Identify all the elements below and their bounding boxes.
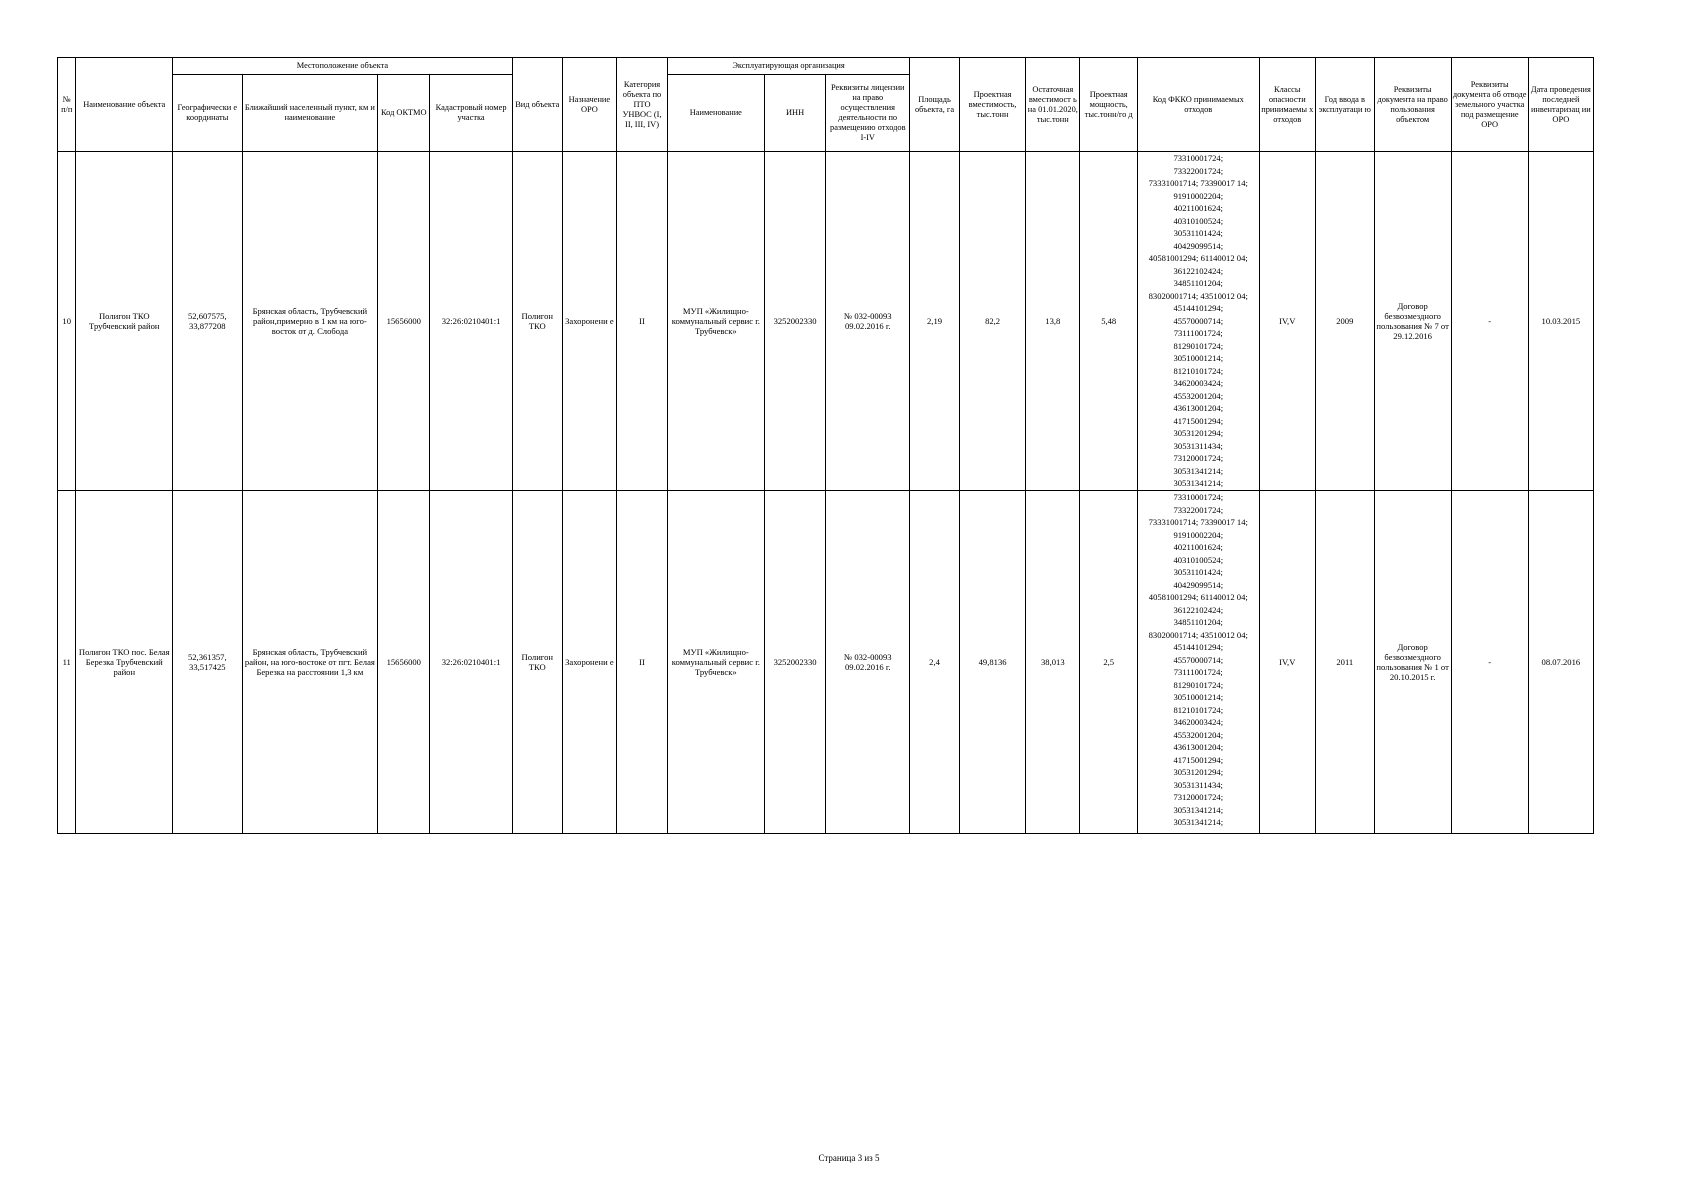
cell-purpose: Захоронени е [562,152,616,491]
col-header-fkko: Код ФККО принимаемых отходов [1137,58,1259,152]
col-header-land-doc: Реквизиты документа об отводе земельного участка под размещение ОРО [1451,58,1528,152]
col-header-type: Вид объекта [512,58,562,152]
cell-category: II [617,491,668,834]
fkko-code: 36122102424; [1173,265,1224,276]
fkko-code: 45570000714; [1173,315,1224,326]
fkko-code: 81210101724; [1173,365,1224,376]
cell-op-name: МУП «Жилищно-коммунальный сервис г. Трубчевск» [668,152,765,491]
table-row [58,152,1594,491]
cell-capacity: 82,2 [959,152,1025,491]
cell-year: 2011 [1315,491,1374,834]
cell-inventory: 08.07.2016 [1528,491,1593,834]
col-group-operator: Эксплуатирующая организация [668,58,910,75]
cell-use-doc: Договор безвозмездного пользования № 1 от 20.10.2015 г. [1374,491,1451,834]
page-number: Страница 3 из 5 [818,1153,880,1163]
fkko-code: 40429099514; [1173,240,1224,251]
cell-inn: 3252002330 [764,491,826,834]
fkko-code: 40581001294; 61140012 04; [1148,592,1248,602]
fkko-code: 73331001714; 73390017 14; [1148,517,1248,527]
cell-license: № 032-00093 09.02.2016 г. [826,152,910,491]
fkko-code: 83020001714; 43510012 04; [1148,290,1248,301]
fkko-code: 91910002204; [1173,529,1224,540]
cell-nearest: Брянская область, Трубчевский район, на юго-востоке от пгт. Белая Березка на расстоянии 1,3 км [242,491,378,834]
cell-area: 2,4 [910,491,960,834]
fkko-code: 40429099514; [1173,579,1224,590]
col-header-area: Площадь объекта, га [910,58,960,152]
cell-capacity: 49,8136 [959,491,1025,834]
col-header-capacity: Проектная вместимость, тыс.тонн [959,58,1025,152]
fkko-code: 81210101724; [1173,704,1224,715]
fkko-code: 30531341214; [1173,817,1224,827]
cell-license: № 032-00093 09.02.2016 г. [826,491,910,834]
col-header-geo: Географически е координаты [173,75,242,152]
fkko-code: 30531201294; [1173,767,1224,777]
fkko-code: 30531341214; [1173,478,1224,488]
fkko-code: 40211001624; [1173,542,1223,552]
cell-use-doc: Договор безвозмездного пользования № 7 от 29.12.2016 [1374,152,1451,491]
col-header-power: Проектная мощность, тыс.тонн/го д [1080,58,1138,152]
fkko-code: 73331001714; 73390017 14; [1148,178,1248,188]
cell-remaining: 38,013 [1026,491,1080,834]
cell-land-doc: - [1451,491,1528,834]
fkko-code: 73310001724; [1173,492,1224,502]
col-header-purpose: Назначение ОРО [562,58,616,152]
fkko-code: 73322001724; [1173,165,1224,176]
fkko-code: 43613001204; [1173,742,1224,752]
fkko-code: 43613001204; [1173,403,1224,413]
fkko-code: 45570000714; [1173,654,1224,665]
cell-geo: 52,361357, 33,517425 [173,491,242,834]
fkko-code: 34620003424; [1173,717,1224,727]
waste-facilities-table [57,57,1594,834]
fkko-code: 36122102424; [1173,604,1224,615]
col-header-name: Наименование объекта [76,58,173,152]
col-header-year: Год ввода в эксплуатаци ю [1315,58,1374,152]
fkko-code: 73310001724; [1173,153,1224,163]
col-header-nearest: Ближайший населенный пункт, км и наименование [242,75,378,152]
table-row [58,491,1594,834]
cell-op-name: МУП «Жилищно-коммунальный сервис г. Трубчевск» [668,491,765,834]
col-header-cadastral: Кадастровый номер участка [430,75,513,152]
cell-power: 2,5 [1080,491,1138,834]
fkko-code: 45532001204; [1173,390,1224,401]
fkko-code: 73111001724; [1173,328,1223,338]
cell-name: Полигон ТКО Трубчевский район [76,152,173,491]
cell-inn: 3252002330 [764,152,826,491]
fkko-code: 30531101424; [1173,228,1223,238]
fkko-code: 30531341214; [1173,804,1224,815]
fkko-code: 83020001714; 43510012 04; [1148,629,1248,640]
cell-year: 2009 [1315,152,1374,491]
fkko-code: 45532001204; [1173,729,1224,740]
col-header-inventory: Дата проведения последней инвентаризац ии ОРО [1528,58,1593,152]
fkko-code: 81290101724; [1173,340,1224,351]
cell-cadastral: 32:26:0210401:1 [430,152,513,491]
fkko-code: 91910002204; [1173,190,1224,201]
fkko-code: 30510001214; [1173,692,1224,702]
fkko-code: 30510001214; [1173,353,1224,363]
cell-area: 2,19 [910,152,960,491]
fkko-code: 34620003424; [1173,378,1224,388]
col-header-license: Реквизиты лицензии на право осуществления деятельности по размещению отходов I-IV [826,75,910,152]
col-header-num: № п/п [58,58,76,152]
cell-land-doc: - [1451,152,1528,491]
fkko-code: 34851101204; [1173,278,1223,288]
cell-oktmo: 15656000 [378,152,430,491]
cell-inventory: 10.03.2015 [1528,152,1593,491]
cell-geo: 52,607575, 33,877208 [173,152,242,491]
cell-remaining: 13,8 [1026,152,1080,491]
fkko-code: 40310100524; [1173,554,1224,565]
col-header-remaining: Остаточная вместимост ь на 01.01.2020, тыс.тонн [1026,58,1080,152]
cell-cadastral: 32:26:0210401:1 [430,491,513,834]
fkko-code: 30531101424; [1173,567,1223,577]
cell-hazard: IV,V [1259,152,1315,491]
cell-power: 5,48 [1080,152,1138,491]
fkko-code: 30531311434; [1173,440,1223,451]
cell-category: II [617,152,668,491]
fkko-code: 73111001724; [1173,667,1223,677]
fkko-code: 81290101724; [1173,679,1224,690]
cell-name: Полигон ТКО пос. Белая Березка Трубчевский район [76,491,173,834]
cell-purpose: Захоронени е [562,491,616,834]
cell-type: Полигон ТКО [512,152,562,491]
fkko-code: 30531311434; [1173,779,1223,790]
col-header-use-doc: Реквизиты документа на право пользования объектом [1374,58,1451,152]
cell-num: 11 [58,491,76,834]
cell-hazard: IV,V [1259,491,1315,834]
cell-fkko-codes [1137,152,1259,491]
col-header-category: Категория объекта по ПТО УНВОС (I, II, III, IV) [617,58,668,152]
cell-fkko-codes [1137,491,1259,834]
cell-num: 10 [58,152,76,491]
fkko-code: 45144101294; [1173,303,1224,313]
fkko-code: 40310100524; [1173,215,1224,226]
fkko-code: 73120001724; [1173,792,1224,802]
fkko-code: 73322001724; [1173,504,1224,515]
col-header-op-name: Наименование [668,75,765,152]
fkko-code: 30531201294; [1173,428,1224,438]
fkko-code: 40581001294; 61140012 04; [1148,253,1248,263]
col-header-inn: ИНН [764,75,826,152]
col-group-location: Местоположение объекта [173,58,513,75]
col-header-hazard: Классы опасности принимаемы х отходов [1259,58,1315,152]
cell-nearest: Брянская область, Трубчевский район,примерно в 1 км на юго-восток от д. Слобода [242,152,378,491]
col-header-oktmo: Код ОКТМО [378,75,430,152]
cell-oktmo: 15656000 [378,491,430,834]
fkko-code: 40211001624; [1173,203,1223,213]
fkko-code: 73120001724; [1173,453,1224,463]
fkko-code: 34851101204; [1173,617,1223,627]
fkko-code: 30531341214; [1173,465,1224,476]
fkko-code: 41715001294; [1173,415,1224,426]
fkko-code: 45144101294; [1173,642,1224,652]
cell-type: Полигон ТКО [512,491,562,834]
fkko-code: 41715001294; [1173,754,1224,765]
